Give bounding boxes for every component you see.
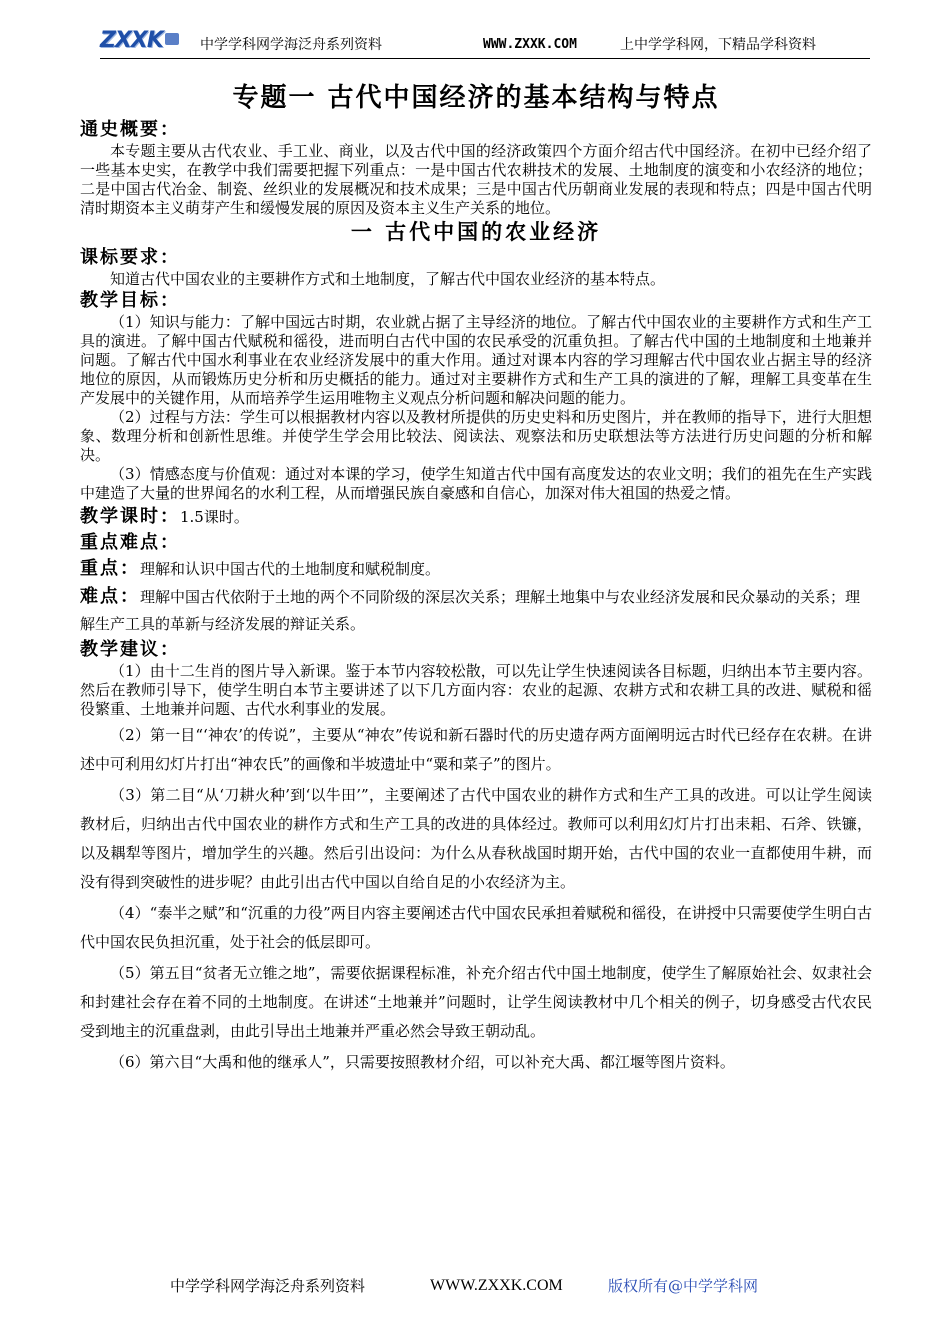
header-url[interactable]: WWW.ZXXK.COM [483,37,577,52]
zxxk-logo [100,28,182,54]
hours-heading: 教学课时： [80,506,180,527]
key-point-label: 重点： [80,558,140,579]
page-header [100,28,870,58]
hours-text: 1.5课时。 [180,508,249,526]
document-title: 专题一 古代中国经济的基本结构与特点 [232,83,720,113]
objective-item: （2）过程与方法：学生可以根据教材内容以及教材所提供的历史史料和历史图片，并在教师的指导下，进行大胆想象、数理分析和创新性思维。并使学生学会用比较法、阅读法、观察法和历史联想法等方法进行历史问题的分析和解决。 [80,408,872,464]
suggestion-item: （3）第二目“从‘刀耕火种’到‘以牛田’”，主要阐述了古代中国农业的耕作方式和生产工具的改进。可以让学生阅读教材后，归纳出古代中国农业的耕作方式和生产工具的改进的具体经过。教师可以利用幻灯片打出耒耜、石斧、铁镰，以及耦犁等图片，增加学生的兴趣。然后引出设问：为什么从春秋战国时期开始，古代中国的农业一直都使用牛耕，而没有得到突破性的进步呢？由此引出古代中国以自给自足的小农经济为主。 [80,786,872,891]
suggestion-item: （4）“泰半之赋”和“沉重的力役”两目内容主要阐述古代中国农民承担着赋税和徭役，在讲授中只需要使学生明白古代中国农民负担沉重，处于社会的低层即可。 [80,904,872,951]
footer-left-text: 中学学科网学海泛舟系列资料 [170,1277,366,1295]
suggestions-heading: 教学建议： [80,639,180,660]
suggestion-item: （6）第六目“大禹和他的继承人”，只需要按照教材介绍，可以补充大禹、都江堰等图片资料。 [110,1053,735,1071]
section-title: 一 古代中国的农业经济 [350,219,602,244]
objective-item: （3）情感态度与价值观：通过对本课的学习，使学生知道古代中国有高度发达的农业文明；我们的祖先在生产实践中建造了大量的世界闻名的水利工程，从而增强民族自豪感和自信心，加深对伟大祖国的热爱之情。 [80,465,872,502]
key-point-text: 理解和认识中国古代的土地制度和赋税制度。 [140,560,441,578]
key-point-line [80,555,872,583]
header-left-text: 中学学科网学海泛舟系列资料 [200,37,382,53]
difficult-point-label: 难点： [80,586,140,607]
overview-heading: 通史概要： [80,119,180,140]
logo-mark-icon [165,33,179,45]
objective-item: （1）知识与能力：了解中国远古时期，农业就占据了主导经济的地位。了解古代中国农业的主要耕作方式和生产工具的演进。了解中国古代赋税和徭役，进而明白古代中国的农民承受的沉重负担。了解古代中国的土地制度和土地兼并问题。了解古代中国水利事业在农业经济发展中的重大作用。通过对课本内容的学习理解古代中国农业占据主导的经济地位的原因，从而锻炼历史分析和历史概括的能力。通过对主要耕作方式和生产工具的演进的了解，理解工具变革在生产发展中的关键作用，从而培养学生运用唯物主义观点分析问题和解决问题的能力。 [80,313,872,407]
suggestion-item: （2）第一目“‘神农’的传说”，主要从“神农”传说和新石器时代的历史遗存两方面阐明远古时代已经存在农耕。在讲述中可利用幻灯片打出“神农氏”的画像和半坡遗址中“粟和菜子”的图片。 [80,726,872,773]
objectives-heading: 教学目标： [80,290,180,311]
suggestion-item: （5）第五目“贫者无立锥之地”，需要依据课程标准，补充介绍古代中国土地制度，使学生了解原始社会、奴隶社会和封建社会存在着不同的土地制度。在讲述“土地兼并”问题时，让学生阅读教材中几个相关的例子，切身感受古代农民受到地主的沉重盘剥，由此引导出土地兼并严重必然会导致王朝动乱。 [80,964,872,1040]
hours-line [80,503,872,531]
difficult-point-line [80,583,872,638]
header-right-text: 上中学学科网，下精品学科资料 [620,37,816,53]
page-footer [0,1274,950,1298]
key-points-heading: 重点难点： [80,532,180,553]
suggestion-item: （1）由十二生肖的图片导入新课。鉴于本节内容较松散，可以先让学生快速阅读各目标题，归纳出本节主要内容。然后在教师引导下，使学生明白本节主要讲述了以下几方面内容：农业的起源、农耕方式和农耕工具的改进、赋税和徭役繁重、土地兼并问题、古代水利事业的发展。 [80,662,872,718]
footer-copyright[interactable]: 版权所有@中学学科网 [608,1277,759,1295]
difficult-point-text: 理解中国古代依附于土地的两个不同阶级的深层次关系；理解土地集中与农业经济发展和民众暴动的关系；理解生产工具的革新与经济发展的辩证关系。 [80,588,861,633]
standard-heading: 课标要求： [80,247,180,268]
header-rule [100,58,870,59]
logo-text: ZXXK [100,28,163,53]
overview-text: 本专题主要从古代农业、手工业、商业，以及古代中国的经济政策四个方面介绍古代中国经济。在初中已经介绍了一些基本史实，在教学中我们需要把握下列重点：一是中国古代农耕技术的发展、土地制度的演变和小农经济的地位；二是中国古代冶金、制瓷、丝织业的发展概况和技术成果；三是中国古代历朝商业发展的表现和特点；四是中国古代明清时期资本主义萌芽产生和缓慢发展的原因及资本主义生产关系的地位。 [80,142,872,217]
document-body [80,78,872,1077]
footer-url[interactable]: WWW.ZXXK.COM [430,1277,563,1294]
standard-text: 知道古代中国农业的主要耕作方式和土地制度，了解古代中国农业经济的基本特点。 [110,270,666,288]
